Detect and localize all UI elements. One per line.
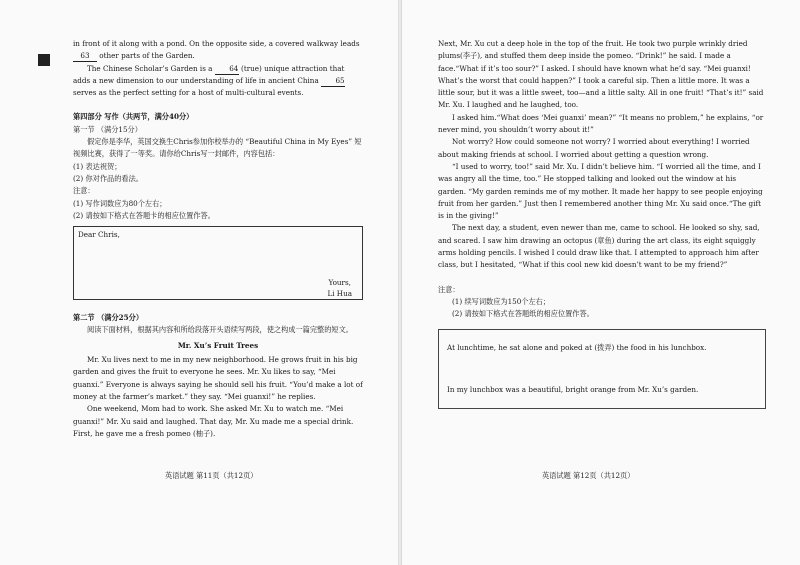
page-footer: 英语试题 第12页（共12页） [542, 471, 635, 480]
continuation-format-box [438, 329, 766, 409]
section1-title: 第一节 （满分15分） [73, 124, 142, 134]
part4-title: 第四部分 写作（共两节，满分40分） [73, 112, 194, 122]
registration-mark [38, 54, 50, 66]
story-paragraph: Mr. Xu lives next to me in my new neighborhood. He grows fruit in his big garden and gives the fruit to everyone he sees. Mr. Xu likes to say, “Mei guanxi.” Everyone is always saying he should sell his fruit. “You’d make a lot of money at the farmer’s market.” they say. “Mei guanxi!” he replies. [73, 355, 363, 401]
section1-prompt: 假定你是李华，英国交换生Chris参加你校举办的 “Beautiful China in My Eyes” 短视频比赛，获得了一等奖。请你给Chris写一封邮件，内容包括： [73, 137, 362, 159]
note-label: 注意： [438, 284, 460, 294]
section2-title: 第二节 （满分25分） [73, 313, 144, 323]
section2-note: (1) 续写词数应为150个左右； [452, 296, 551, 306]
section1-item: (2) 你对作品的看法。 [73, 173, 143, 183]
section1-note: (2) 请按如下格式在答题卡的相应位置作答。 [73, 210, 215, 220]
left-column [73, 38, 363, 440]
story-paragraph: Not worry? How could someone not worry? I worried about everything! I worried about making friends at school. I worried about getting a question wrong. [438, 137, 750, 159]
right-column [438, 38, 766, 409]
story-title: Mr. Xu’s Fruit Trees [177, 340, 259, 350]
right-page [402, 0, 800, 565]
note-label: 注意： [73, 186, 95, 196]
letter-signoff [327, 277, 352, 299]
answer-blank-63: 63 [73, 51, 97, 62]
letter-format-box [73, 226, 363, 300]
passage-paragraph: The Chinese Scholar’s Garden is a 64 (true) unique attraction that adds a new dimension to our understanding of life in ancient China 65 serves as the perfect setting for a host of multi-cultural events. [73, 63, 345, 98]
section2-note: (2) 请按如下格式在答题纸的相应位置作答。 [452, 309, 594, 319]
section1-item: (1) 表达祝贺； [73, 161, 122, 171]
story-paragraph: I asked him.“What does ‘Mei guanxi’ mean?” “It means no problem,” he explains, “or never mind, you shouldn’t worry about it!” [438, 112, 764, 135]
story-paragraph: Next, Mr. Xu cut a deep hole in the top of the fruit. He took two purple wrinkly dried plums(李子), and stuffed them deep inside the pomeo. “Drink!” he said. I made a face.“What if it’s too sour?” I asked. I should have known what he’d say. “Mei guanxi! What’s the worst that could happen?” I took a careful sip. Then a little more. It was a little sour, but it was a little sweet, too—and a little salty. All in one fruit! “That’s it!” said Mr. Xu. I laughed and he laughed, too. [438, 39, 764, 110]
letter-closing: Yours, [328, 278, 351, 288]
letter-signature: Li Hua [327, 289, 352, 299]
story-paragraph: The next day, a student, even newer than me, came to school. He looked so shy, sad, and scared. I saw him drawing an octopus (章鱼) during the art class, its eight squiggly arms holding pencils. I wished I could draw like that. I attempted to approach him after class, but I hesitated, “What if this cool new kid doesn’t want to be my friend?” [438, 223, 760, 270]
letter-salutation: Dear Chris, [78, 230, 120, 240]
story-paragraph: “I used to worry, too!” said Mr. Xu. I didn’t believe him. “I worried all the time, and I was angry all the time, too.” He stopped talking and looked out the window at his garden. “My garden reminds me of my mother. It made her happy to see people enjoying fruit from her garden.” Just then I remembered another thing Mr. Xu said once.“The gift is in the giving!” [438, 161, 763, 221]
answer-blank-65: 65 [321, 76, 345, 87]
passage-paragraph: in front of it along with a pond. On the opposite side, a covered walkway leads 63 other parts of the Garden. [73, 39, 360, 61]
answer-blank-64: 64 [215, 64, 239, 75]
paragraph-opener-2: In my lunchbox was a beautiful, bright orange from Mr. Xu’s garden. [447, 384, 699, 394]
section1-note: (1) 写作词数应为80个左右； [73, 198, 167, 208]
left-page [0, 0, 398, 565]
section2-prompt: 阅读下面材料，根据其内容和所给段落开头语续写两段，使之构成一篇完整的短文。 [87, 325, 353, 335]
page-footer: 英语试题 第11页（共12页） [165, 471, 258, 480]
paragraph-opener-1: At lunchtime, he sat alone and poked at (拨弄) the food in his lunchbox. [447, 342, 707, 352]
story-paragraph: One weekend, Mom had to work. She asked Mr. Xu to watch me. “Mei guanxi!” Mr. Xu said and laughed. That day, Mr. Xu made me a special drink. First, he gave me a fresh pomeo (柚子). [73, 404, 354, 438]
